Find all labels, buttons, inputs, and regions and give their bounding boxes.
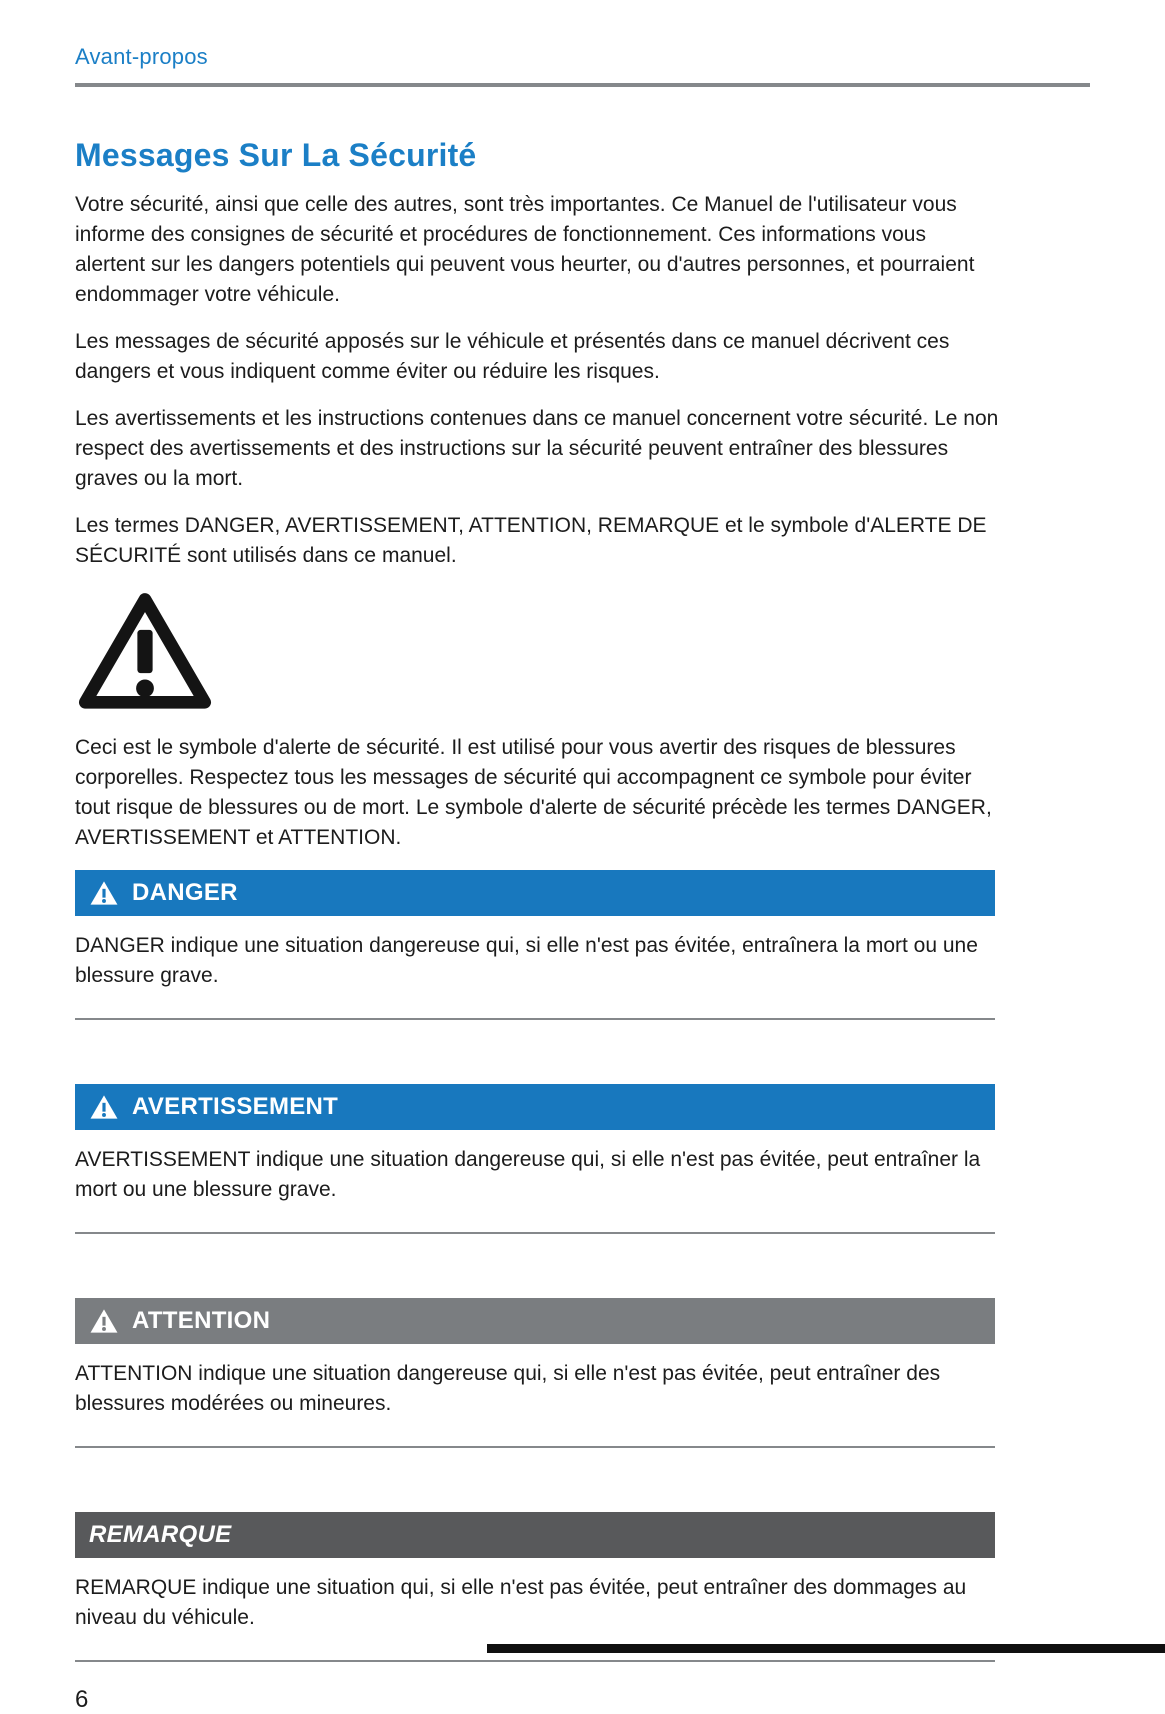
callout-rule [75, 1018, 995, 1020]
header-rule [75, 83, 1090, 87]
intro-paragraph: Les avertissements et les instructions contenues dans ce manuel concernent votre sécurité. Le non respect des avertissements et des instructions sur la sécurité peuvent entraîner des blessures graves ou la mort. [75, 407, 999, 491]
callout-danger-header [75, 870, 995, 916]
callout-rule [75, 1660, 995, 1662]
page-title: Messages Sur La Sécurité [75, 137, 477, 173]
intro-paragraph: Votre sécurité, ainsi que celle des autres, sont très importantes. Ce Manuel de l'utilisateur vous informe des consignes de sécurité et procédures de fonctionnement. Ces informations vous alertent sur les dangers potentiels qui peuvent vous heurter, ou d'autres personnes, et pourraient endommager votre véhicule. [75, 193, 975, 307]
callout-attention-body: ATTENTION indique une situation dangereuse qui, si elle n'est pas évitée, peut entraîner des blessures modérées ou mineures. [75, 1362, 941, 1416]
callout-remarque [75, 1512, 995, 1662]
callout-attention-header [75, 1298, 995, 1344]
callout-attention [75, 1298, 995, 1448]
intro-paragraph: Les termes DANGER, AVERTISSEMENT, ATTENTION, REMARQUE et le symbole d'ALERTE DE SÉCURITÉ sont utilisés dans ce manuel. [75, 514, 987, 568]
callout-avertissement [75, 1084, 995, 1234]
callout-rule [75, 1446, 995, 1448]
callout-avertissement-body: AVERTISSEMENT indique une situation dangereuse qui, si elle n'est pas évitée, peut entraîner la mort ou une blessure grave. [75, 1148, 981, 1202]
safety-alert-icon [75, 588, 215, 715]
callout-danger-body: DANGER indique une situation dangereuse qui, si elle n'est pas évitée, entraînera la mort ou une blessure grave. [75, 934, 978, 988]
callout-rule [75, 1232, 995, 1234]
warning-triangle-icon [89, 1308, 119, 1334]
breadcrumb: Avant-propos [75, 44, 208, 69]
warning-triangle-icon [89, 1094, 119, 1120]
callout-remarque-label: REMARQUE [89, 1521, 232, 1549]
callout-danger-label: DANGER [132, 879, 238, 907]
callout-danger [75, 870, 995, 1020]
callout-remarque-header [75, 1512, 995, 1558]
page-number: 6 [75, 1686, 89, 1714]
intro-paragraph: Les messages de sécurité apposés sur le véhicule et présentés dans ce manuel décrivent ces dangers et vous indiquent comme éviter ou réduire les risques. [75, 330, 950, 384]
callout-avertissement-header [75, 1084, 995, 1130]
callout-remarque-body: REMARQUE indique une situation qui, si elle n'est pas évitée, peut entraîner des dommages au niveau du véhicule. [75, 1576, 967, 1630]
callout-attention-label: ATTENTION [132, 1307, 271, 1335]
warning-triangle-icon [89, 880, 119, 906]
symbol-paragraph: Ceci est le symbole d'alerte de sécurité. Il est utilisé pour vous avertir des risques de blessures corporelles. Respectez tous les messages de sécurité qui accompagnent ce symbole pour éviter tout risque de blessures ou de mort. Le symbole d'alerte de sécurité précède les termes DANGER, AVERTISSEMENT et ATTENTION. [75, 736, 992, 850]
page-edge-bar [487, 1644, 1165, 1653]
callout-avertissement-label: AVERTISSEMENT [132, 1093, 339, 1121]
